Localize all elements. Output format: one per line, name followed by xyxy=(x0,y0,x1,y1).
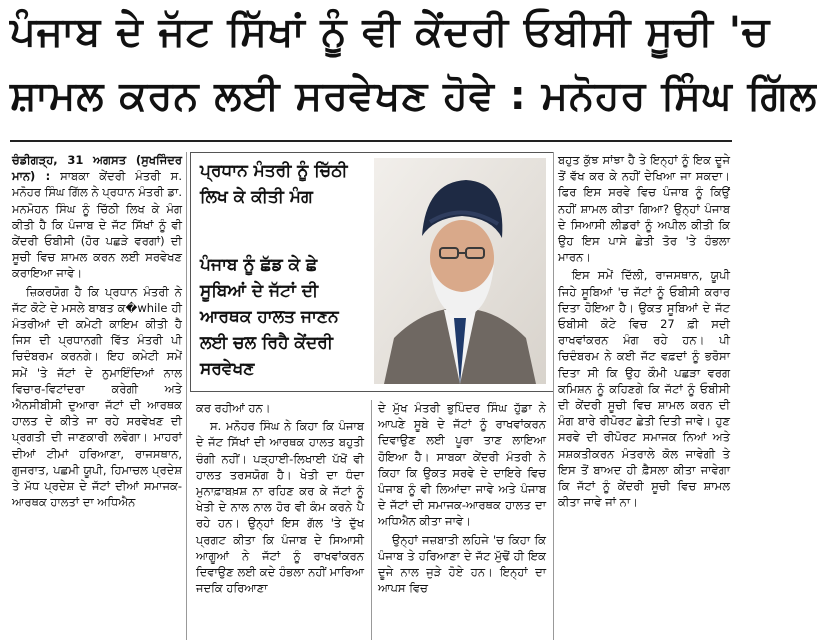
subhead-1: ਪ੍ਰਧਾਨ ਮੰਤਰੀ ਨੂੰ ਚਿੱਠੀ ਲਿਖ ਕੇ ਕੀਤੀ ਮੰਗ xyxy=(200,161,348,207)
col1-paragraph-2: ਜ਼ਿਕਰਯੋਗ ਹੈ ਕਿ ਪ੍ਰਧਾਨ ਮੰਤਰੀ ਨੇ ਜੱਟ ਕੋਟੇ ਦੇ ਮਸਲੇ ਬਾਬਤ ਕ�while ਹੀ ਮੰਤਰੀਆਂ ਦੀ ਕਮੇਟੀ ਕਾਇਮ ਕੀਤੀ ਹੈ ਜਿਸ ਦੀ ਪ੍ਰਧਾਨਗੀ ਵਿੱਤ ਮੰਤਰੀ ਪੀ ਚਿਦੰਬਰਮ ਕਰਨਗੇ। ਇਹ ਕਮੇਟੀ ਸਮੇਂ ਸਮੇਂ 'ਤੇ ਜੱਟਾਂ ਦੇ ਨੁਮਾਇੰਦਿਆਂ ਨਾਲ ਵਿਚਾਰ-ਵਿਟਾਂਦਰਾ ਕਰੇਗੀ ਅਤੇ ਐਨਸੀਬੀਸੀ ਦੁਆਰਾ ਜੱਟਾਂ ਦੀ ਆਰਥਕ ਹਾਲਤ ਦੇ ਕੀਤੇ ਜਾ ਰਹੇ ਸਰਵੇਖਣ ਦੀ ਪ੍ਰਗਤੀ ਦੀ ਜਾਣਕਾਰੀ ਲਵੇਗਾ। ਮਾਹਰਾਂ ਦੀਆਂ ਟੀਮਾਂ ਹਰਿਆਣਾ, ਰਾਜਸਥਾਨ, ਗੁਜਰਾਤ, ਪਛਮੀ ਯੂਪੀ, ਹਿਮਾਚਲ ਪ੍ਰਦੇਸ਼ ਤੇ ਮੱਧ ਪ੍ਰਦੇਸ਼ ਦੇ ਜੱਟਾਂ ਦੀਆਂ ਸਮਾਜਕ-ਆਰਥਕ ਹਾਲਤਾਂ ਦਾ ਅਧਿਐਨ xyxy=(12,284,182,510)
column-divider xyxy=(186,152,187,640)
col3-paragraph-2: ਉਨ੍ਹਾਂ ਜਜ਼ਬਾਤੀ ਲਹਿਜੇ 'ਚ ਕਿਹਾ ਕਿ ਪੰਜਾਬ ਤੇ ਹਰਿਆਣਾ ਦੇ ਜੱਟ ਮੁੱਢੋਂ ਹੀ ਇਕ ਦੂਜੇ ਨਾਲ ਜੁੜੇ ਹੋਏ ਹਨ। ਇਨ੍ਹਾਂ ਦਾ ਆਪਸ ਵਿਚ xyxy=(378,532,546,596)
headline-rule xyxy=(10,140,732,142)
portrait-photo xyxy=(374,158,546,384)
col3-paragraph-1: ਦੇ ਮੁੱਖ ਮੰਤਰੀ ਭੁਪਿੰਦਰ ਸਿੰਘ ਹੁੱਡਾ ਨੇ ਆਪਣੇ ਸੂਬੇ ਦੇ ਜੱਟਾਂ ਨੂੰ ਰਾਖਵਾਂਕਰਨ ਦਿਵਾਉਣ ਲਈ ਪੂਰਾ ਤਾਣ ਲਾਇਆ ਹੋਇਆ ਹੈ। ਸਾਬਕਾ ਕੇਂਦਰੀ ਮੰਤਰੀ ਨੇ ਕਿਹਾ ਕਿ ਉਕਤ ਸਰਵੇ ਦੇ ਦਾਇਰੇ ਵਿਚ ਪੰਜਾਬ ਨੂੰ ਵੀ ਲਿਆਂਦਾ ਜਾਵੇ ਅਤੇ ਪੰਜਾਬ ਦੇ ਜੱਟਾਂ ਦੀ ਸਮਾਜਕ-ਆਰਥਕ ਹਾਲਤ ਦਾ ਅਧਿਐਨ ਕੀਤਾ ਜਾਵੇ। xyxy=(378,401,546,529)
subhead-2: ਪੰਜਾਬ ਨੂੰ ਛੱਡ ਕੇ ਛੇ ਸੂਬਿਆਂ ਦੇ ਜੱਟਾਂ ਦੀ ਆਰਥਕ ਹਾਲਤ ਜਾਣਨ ਲਈ ਚਲ ਰਿਹੈ ਕੇਂਦਰੀ ਸਰਵੇਖਣ xyxy=(200,255,339,379)
col2-paragraph-1: ਕਰ ਰਹੀਆਂ ਹਨ। xyxy=(196,401,271,415)
article-column-3 xyxy=(378,400,546,640)
portrait-illustration xyxy=(374,158,546,384)
headline-line-1: ਪੰਜਾਬ ਦੇ ਜੱਟ ਸਿੱਖਾਂ ਨੂੰ ਵੀ ਕੇਂਦਰੀ ਓਬੀਸੀ ਸੂਚੀ 'ਚ xyxy=(10,9,770,55)
column-divider xyxy=(371,400,372,640)
col2-paragraph-2: ਸ. ਮਨੋਹਰ ਸਿੰਘ ਨੇ ਕਿਹਾ ਕਿ ਪੰਜਾਬ ਦੇ ਜੱਟ ਸਿੱਖਾਂ ਦੀ ਆਰਥਕ ਹਾਲਤ ਬਹੁਤੀ ਚੰਗੀ ਨਹੀਂ। ਪੜ੍ਹਾਈ-ਲਿਖਾਈ ਪੱਖੋਂ ਵੀ ਹਾਲਤ ਤਰਸਯੋਗ ਹੈ। ਖੇਤੀ ਦਾ ਧੰਦਾ ਮੁਨਾਫ਼ਾਬਖ਼ਸ਼ ਨਾ ਰਹਿਣ ਕਰ ਕੇ ਜੱਟਾਂ ਨੂੰ ਖੇਤੀ ਦੇ ਨਾਲ ਨਾਲ ਹੋਰ ਵੀ ਕੰਮ ਕਰਨੇ ਪੈ ਰਹੇ ਹਨ। ਉਨ੍ਹਾਂ ਇਸ ਗੱਲ 'ਤੇ ਦੁੱਖ ਪ੍ਰਗਟ ਕੀਤਾ ਕਿ ਪੰਜਾਬ ਦੇ ਸਿਆਸੀ ਆਗੂਆਂ ਨੇ ਜੱਟਾਂ ਨੂੰ ਰਾਖਵਾਂਕਰਨ ਦਿਵਾਉਣ ਲਈ ਕਦੇ ਹੰਭਲਾ ਨਹੀਂ ਮਾਰਿਆ ਜਦਕਿ ਹਰਿਆਣਾ xyxy=(196,419,364,596)
dateline: ਚੰਡੀਗੜ੍ਹ, 31 ਅਗਸਤ (ਸੁਖਜਿੰਦਰ ਮਾਨ) : xyxy=(12,153,182,184)
col4-paragraph-2: ਇਸ ਸਮੇਂ ਦਿੱਲੀ, ਰਾਜਸਥਾਨ, ਯੂਪੀ ਜਿਹੇ ਸੂਬਿਆਂ 'ਚ ਜੱਟਾਂ ਨੂੰ ਓਬੀਸੀ ਕਰਾਰ ਦਿਤਾ ਹੋਇਆ ਹੈ। ਉਕਤ ਸੂਬਿਆਂ ਦੇ ਜੱਟ ਓਬੀਸੀ ਕੋਟੇ ਵਿਚ 27 ਫ਼ੀ ਸਦੀ ਰਾਖਵਾਂਕਰਨ ਮੰਗ ਰਹੇ ਹਨ। ਪੀ ਚਿਦੰਬਰਮ ਨੇ ਕਈ ਜੱਟ ਵਫ਼ਦਾਂ ਨੂੰ ਭਰੋਸਾ ਦਿਤਾ ਸੀ ਕਿ ਉਹ ਕੌਮੀ ਪਛੜਾ ਵਰਗ ਕਮਿਸ਼ਨ ਨੂੰ ਕਹਿਣਗੇ ਕਿ ਜੱਟਾਂ ਨੂੰ ਓਬੀਸੀ ਦੀ ਕੇਂਦਰੀ ਸੂਚੀ ਵਿਚ ਸ਼ਾਮਲ ਕਰਨ ਦੀ ਮੰਗ ਬਾਰੇ ਰੀਪੋਰਟ ਛੇਤੀ ਦਿਤੀ ਜਾਵੇ। ਹੁਣ ਸਰਵੇ ਦੀ ਰੀਪੋਰਟ ਸਮਾਜਕ ਨਿਆਂ ਅਤੇ ਸਸ਼ਕਤੀਕਰਨ ਮੰਤਰਾਲੇ ਕੋਲ ਜਾਵੇਗੀ ਤੇ ਇਸ ਤੋਂ ਬਾਅਦ ਹੀ ਫ਼ੈਸਲਾ ਕੀਤਾ ਜਾਵੇਗਾ ਕਿ ਜੱਟਾਂ ਨੂੰ ਕੇਂਦਰੀ ਸੂਚੀ ਵਿਚ ਸ਼ਾਮਲ ਕੀਤਾ ਜਾਵੇ ਜਾਂ ਨਾ। xyxy=(558,268,730,510)
headline-line-2: ਸ਼ਾਮਲ ਕਰਨ ਲਈ ਸਰਵੇਖਣ ਹੋਵੇ : ਮਨੋਹਰ ਸਿੰਘ ਗਿੱਲ xyxy=(10,73,817,119)
column-divider xyxy=(553,152,554,640)
article-column-4 xyxy=(558,152,730,640)
article-column-1 xyxy=(12,152,182,640)
article-column-2 xyxy=(196,400,364,640)
col4-paragraph-1: ਬਹੁਤ ਕੁੱਝ ਸਾਂਝਾ ਹੈ ਤੇ ਇਨ੍ਹਾਂ ਨੂੰ ਇਕ ਦੂਜੇ ਤੋਂ ਵੱਖ ਕਰ ਕੇ ਨਹੀਂ ਦੇਖਿਆ ਜਾ ਸਕਦਾ। ਫਿਰ ਇਸ ਸਰਵੇ ਵਿਚ ਪੰਜਾਬ ਨੂੰ ਕਿਉਂ ਨਹੀਂ ਸ਼ਾਮਲ ਕੀਤਾ ਗਿਆ? ਉਨ੍ਹਾਂ ਪੰਜਾਬ ਦੇ ਸਿਆਸੀ ਲੀਡਰਾਂ ਨੂੰ ਅਪੀਲ ਕੀਤੀ ਕਿ ਉਹ ਇਸ ਪਾਸੇ ਛੇਤੀ ਤੋਰ 'ਤੇ ਹੰਭਲਾ ਮਾਰਨ। xyxy=(558,153,730,265)
col1-paragraph-1: ਸਾਬਕਾ ਕੇਂਦਰੀ ਮੰਤਰੀ ਸ. ਮਨੋਹਰ ਸਿੰਘ ਗਿੱਲ ਨੇ ਪ੍ਰਧਾਨ ਮੰਤਰੀ ਡਾ. ਮਨਮੋਹਨ ਸਿੰਘ ਨੂੰ ਚਿੱਠੀ ਲਿਖ ਕੇ ਮੰਗ ਕੀਤੀ ਹੈ ਕਿ ਪੰਜਾਬ ਦੇ ਜੱਟ ਸਿੱਖਾਂ ਨੂੰ ਵੀ ਕੇਂਦਰੀ ਓਬੀਸੀ (ਹੋਰ ਪਛੜੇ ਵਰਗਾਂ) ਦੀ ਸੂਚੀ ਵਿਚ ਸ਼ਾਮਲ ਕਰਨ ਲਈ ਸਰਵੇਖਣ ਕਰਾਇਆ ਜਾਵੇ। xyxy=(12,169,182,281)
